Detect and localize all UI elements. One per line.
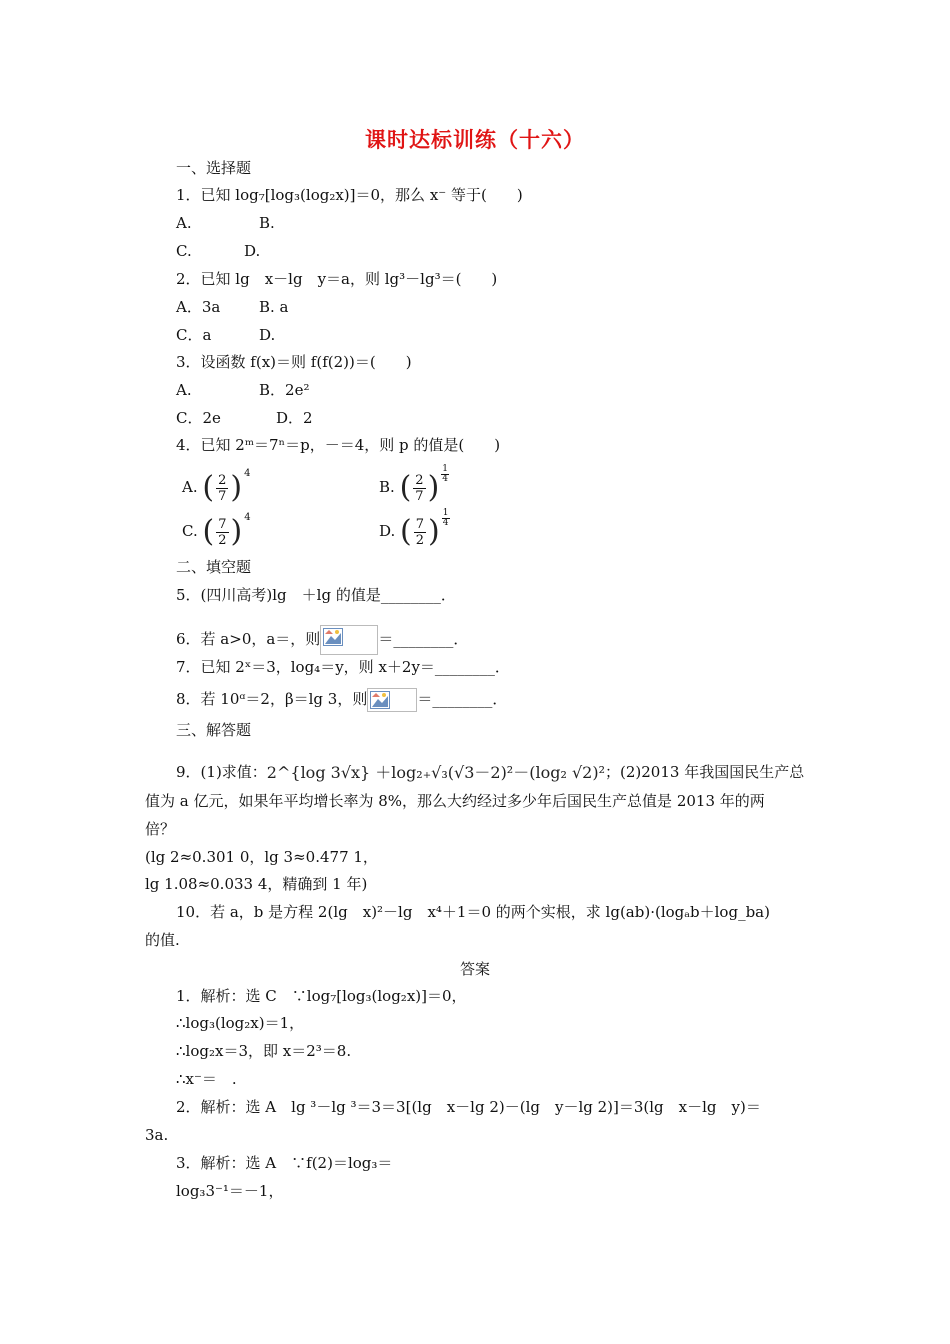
answer1-line4: ∴x⁻＝ .	[176, 1070, 237, 1088]
frac-num: 2	[415, 472, 424, 488]
exp-den: 4	[442, 517, 449, 528]
q8	[176, 685, 507, 713]
q9-line2: 值为 a 亿元，如果年平均增长率为 8%，那么大约经过多少年后国民生产总值是 2013 年的两	[145, 792, 765, 810]
q3-option-c: C．2e	[176, 409, 221, 427]
q9-line3: 倍？	[145, 820, 176, 838]
q6	[176, 625, 468, 655]
q9-pre: 9．(1)求值：	[176, 763, 267, 781]
frac-den: 7	[218, 488, 227, 504]
q2-stem: 2．已知 lg x－lg y＝a，则 lg³－lg³＝( )	[176, 270, 498, 288]
broken-image-icon	[320, 625, 378, 655]
answer2-line2: 3a.	[145, 1126, 169, 1144]
q1-stem: 1．已知 log₇[log₃(log₂x)]＝0，那么 x⁻ 等于( )	[176, 186, 523, 204]
q9-line4: (lg 2≈0.301 0，lg 3≈0.477 1，	[145, 848, 378, 866]
q2-option-b: B. a	[259, 298, 289, 316]
q1-option-b: B.	[259, 214, 275, 232]
q4-option-d	[379, 507, 450, 550]
q1-option-c: C.	[176, 242, 192, 260]
section-fill: 二、填空题	[176, 558, 252, 576]
q9-post: ；(2)2013 年我国国民生产总	[605, 763, 805, 781]
frac-num: 7	[218, 516, 227, 532]
frac-num: 7	[415, 516, 425, 532]
q8-post: ＝________．	[417, 690, 508, 708]
exp-den: 4	[442, 473, 449, 484]
answer3-line2: log₃3⁻¹＝－1，	[176, 1182, 284, 1200]
q9-line5: lg 1.08≈0.033 4，精确到 1 年)	[145, 875, 368, 893]
q9-formula: 2^{log 3√x} ＋log₂₊√₃(√3－2)²－(log₂ √2)²	[266, 763, 605, 782]
q5: 5．(四川高考)lg ＋lg 的值是________．	[176, 586, 456, 604]
exponent: 4	[244, 468, 251, 479]
q4-option-b-label: B.	[379, 478, 395, 496]
fraction-2-7: ( $\frac{2}{7}$ ) $\frac{1}{4}$	[399, 463, 449, 505]
q7: 7．已知 2ˣ＝3，log₄＝y，则 x＋2y＝________．	[176, 658, 510, 676]
q8-pre: 8．若 10ᵅ＝2，β＝lg 3，则	[176, 690, 368, 708]
exponent-fraction	[442, 509, 450, 528]
q4-option-b	[379, 463, 449, 506]
q4-option-a-label: A.	[182, 478, 198, 496]
q3-option-d: D．2	[276, 409, 313, 427]
section-answer: 三、解答题	[176, 721, 252, 739]
q6-pre: 6．若 a>0，a＝，则	[176, 630, 321, 648]
q2-option-d: D.	[259, 326, 276, 344]
section-choice: 一、选择题	[176, 159, 252, 177]
fraction-7-2: ( $\frac{7}{2}$ ) $\frac{1}{4}$	[400, 507, 449, 549]
q10-line2: 的值.	[145, 931, 180, 949]
q3-option-a: A.	[176, 381, 192, 399]
frac-den: 2	[218, 532, 227, 548]
exponent: 4	[244, 512, 251, 523]
exp-num: 1	[442, 463, 449, 474]
q1-option-d: D.	[244, 242, 261, 260]
frac-num: 2	[218, 472, 227, 488]
q10-line1: 10．若 a，b 是方程 2(lg x)²－lg x⁴＋1＝0 的两个实根，求 lg(ab)·(logₐb＋log_ba)	[176, 903, 770, 921]
q3-stem: 3．设函数 f(x)＝则 f(f(2))＝( )	[176, 353, 412, 371]
page-title: 课时达标训练（十六）	[365, 127, 585, 152]
q3-option-b: B．2e²	[259, 381, 310, 399]
q4-option-a	[182, 468, 250, 506]
fraction-2-7: ( $\frac{2}{7}$ ) 4	[202, 469, 250, 507]
answer1-line2: ∴log₃(log₂x)＝1，	[176, 1014, 305, 1032]
q9-line1	[176, 758, 804, 787]
q2-option-a: A．3a	[176, 298, 221, 316]
broken-image-icon	[367, 688, 417, 712]
exponent-fraction	[441, 465, 449, 484]
q1-option-a: A.	[176, 214, 192, 232]
q2-option-c: C．a	[176, 326, 212, 344]
fraction-7-2: ( $\frac{7}{2}$ ) 4	[203, 513, 251, 551]
answer1-line3: ∴log₂x＝3，即 x＝2³＝8.	[176, 1042, 352, 1060]
answer2-line1: 2．解析：选 A lg ³－lg ³＝3＝3[(lg x－lg 2)－(lg y－lg 2)]＝3(lg x－lg y)＝	[176, 1098, 761, 1116]
answer3-line1: 3．解析：选 A ∵f(2)＝log₃＝	[176, 1154, 393, 1172]
q4-option-c	[182, 512, 251, 550]
q4-stem: 4．已知 2ᵐ＝7ⁿ＝p，－＝4，则 p 的值是( )	[176, 436, 501, 454]
q4-option-c-label: C.	[182, 522, 198, 540]
frac-den: 2	[415, 532, 425, 548]
q4-option-d-label: D.	[379, 522, 396, 540]
exp-num: 1	[442, 507, 449, 518]
q6-post: ＝________．	[378, 630, 469, 648]
frac-den: 7	[415, 488, 424, 504]
answer1-line1: 1．解析：选 C ∵log₇[log₃(log₂x)]＝0，	[176, 987, 467, 1005]
answers-heading: 答案	[459, 960, 490, 978]
